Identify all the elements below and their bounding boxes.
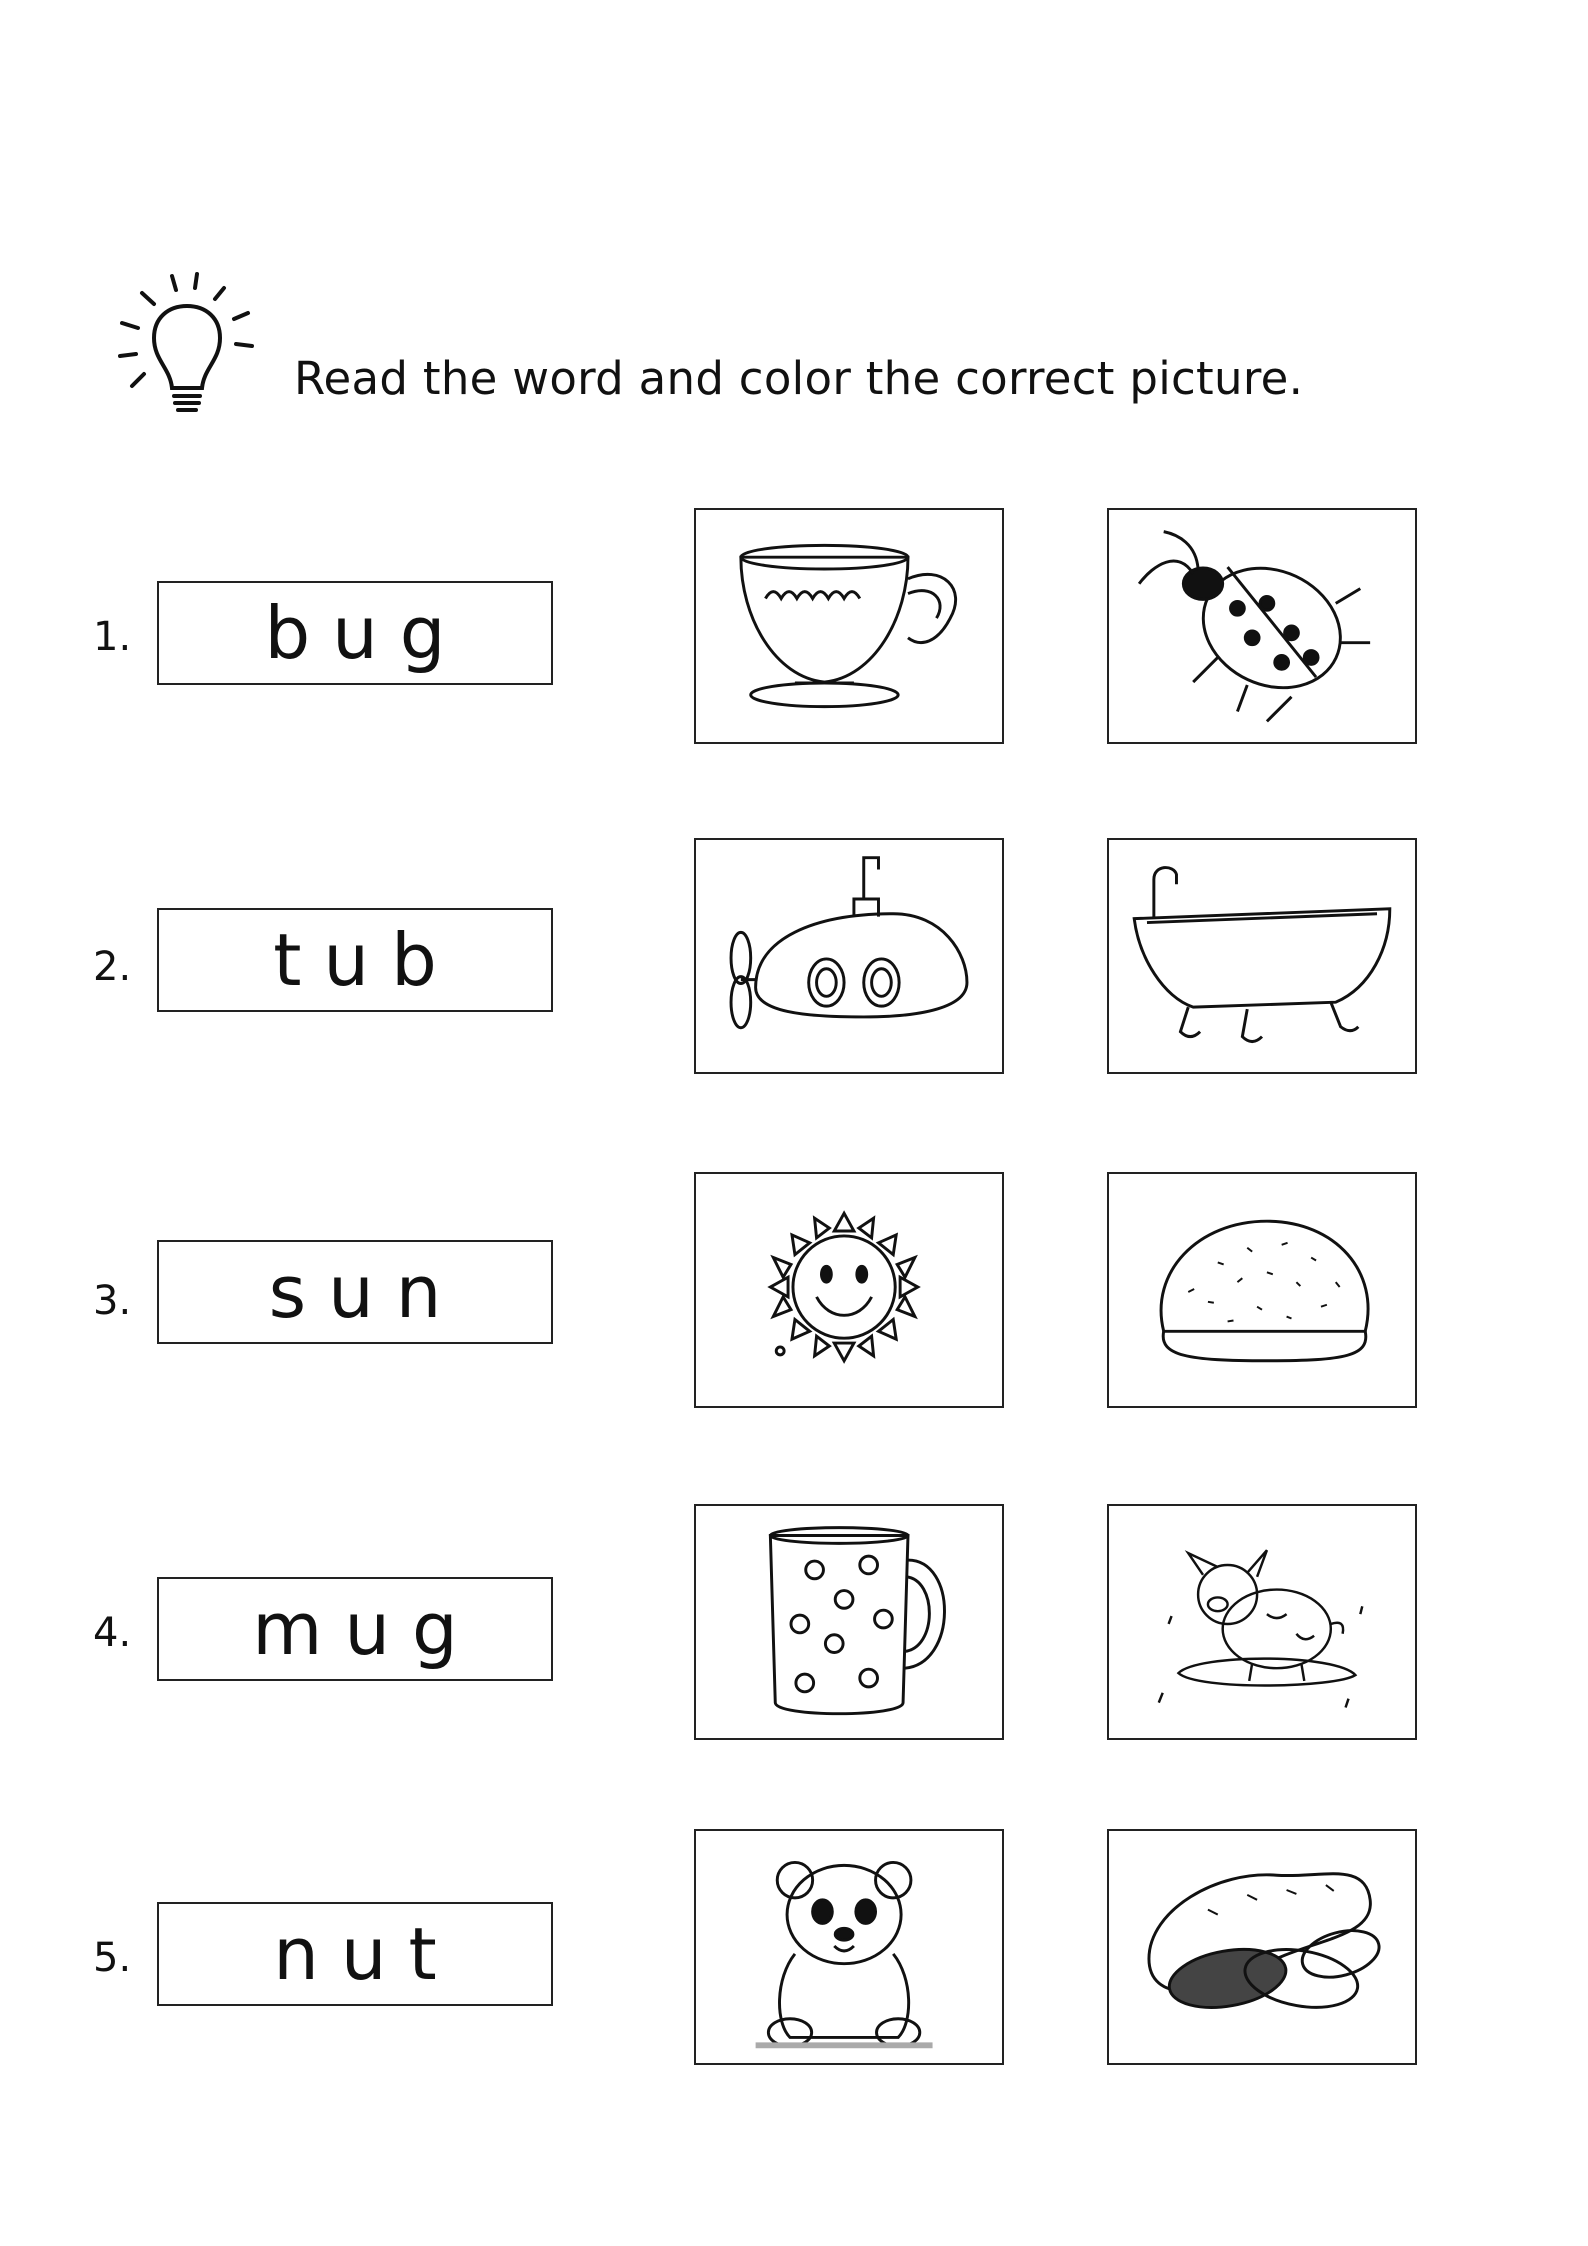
- exercise-number: 2.: [93, 944, 132, 990]
- pig-picture[interactable]: [1107, 1504, 1417, 1740]
- peanut-picture[interactable]: [1107, 1829, 1417, 2065]
- teacup-picture[interactable]: [694, 508, 1004, 744]
- ladybug-picture[interactable]: [1107, 508, 1417, 744]
- submarine-picture[interactable]: [694, 838, 1004, 1074]
- lightbulb-icon: [112, 268, 262, 428]
- word-box: bug: [157, 581, 553, 685]
- exercise-number: 5.: [93, 1935, 132, 1981]
- exercise-number: 3.: [93, 1278, 132, 1324]
- exercise-row-1: [0, 508, 1588, 748]
- exercise-row-2: [0, 838, 1588, 1078]
- exercise-row-4: [0, 1504, 1588, 1744]
- bear-picture[interactable]: [694, 1829, 1004, 2065]
- bathtub-picture[interactable]: [1107, 838, 1417, 1074]
- instruction-text: Read the word and color the correct picture.: [294, 352, 1304, 405]
- exercise-row-5: [0, 1829, 1588, 2069]
- word-box: nut: [157, 1902, 553, 2006]
- word-box: mug: [157, 1577, 553, 1681]
- mug-picture[interactable]: [694, 1504, 1004, 1740]
- sun-picture[interactable]: [694, 1172, 1004, 1408]
- word-box: sun: [157, 1240, 553, 1344]
- exercise-row-3: [0, 1172, 1588, 1412]
- word-box: tub: [157, 908, 553, 1012]
- exercise-number: 1.: [93, 614, 132, 660]
- bun-picture[interactable]: [1107, 1172, 1417, 1408]
- exercise-number: 4.: [93, 1610, 132, 1656]
